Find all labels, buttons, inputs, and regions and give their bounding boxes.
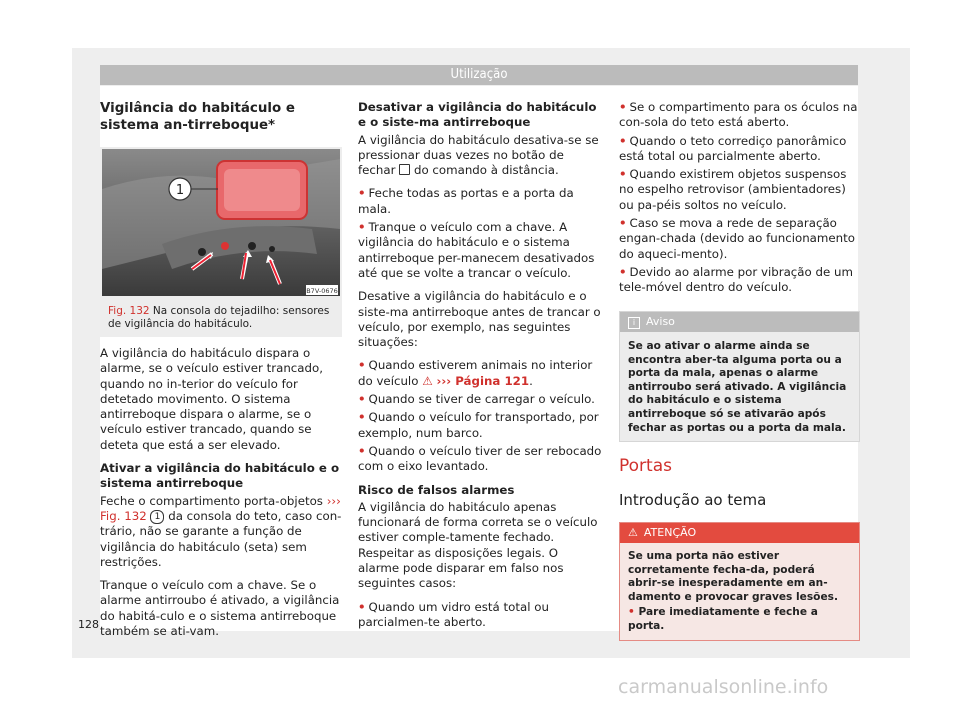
list-item: • Quando o teto corrediço panorâmico está total ou parcialmente aberto. [619, 133, 847, 163]
column-2 [358, 100, 602, 633]
figure-caption [108, 305, 338, 331]
page-number: 128 [78, 618, 99, 631]
list-item: • Quando existirem objetos suspensos no espelho retrovisor (ambientadores) ou pa-péis soltos no veículo. [619, 167, 847, 212]
note-box [619, 311, 860, 442]
figure-132 [100, 147, 342, 337]
warning-box [619, 522, 860, 641]
list-item: • Se o compartimento para os óculos na con-sola do teto está aberto. [619, 100, 858, 130]
warning-icon: ⚠ [422, 373, 433, 388]
subheading: Risco de falsos alarmes [358, 482, 515, 497]
subheading: Desativar a vigilância do habitáculo e o siste-ma antirreboque [358, 100, 597, 130]
warning-text: Se uma porta não estiver corretamente fecha-da, poderá abrir-se inesperadamente em an-damento e provocar graves lesões. • Pare imediatamente e feche a porta. [628, 550, 838, 632]
callout-badge: 1 [150, 510, 164, 524]
section-title: Vigilância do habitáculo e sistema an-tirreboque* [100, 101, 295, 133]
list-item: • Quando se tiver de carregar o veículo. [358, 392, 595, 407]
figure-link[interactable]: ››› Fig. 132 [100, 493, 341, 523]
paragraph [358, 133, 602, 179]
watermark: carmanualsonline.info [618, 676, 829, 698]
paragraph: Desative a vigilância do habitáculo e o siste-ma antirreboque antes de trancar o veículo, por exemplo, nas seguintes situações: [358, 289, 601, 350]
paragraph: Tranque o veículo com a chave. Se o alarme antirroubo é ativado, a vigilância do habitá-culo e o sistema antirreboque também se ati-vam. [100, 578, 340, 639]
subheading: Ativar a vigilância do habitáculo e o sistema antirreboque [100, 461, 340, 491]
figure-caption-number: Fig. 132 [108, 305, 150, 317]
note-text: Se ao ativar o alarme ainda se encontra aber-ta alguma porta ou a porta da mala, apenas o alarme antirroubo será ativado. A vigilância do habitáculo e o sistema antirreboque só se ativarão após fechar as portas ou a porta da mala. [628, 340, 847, 434]
paragraph-text: da consola do teto, caso con-trário, não se garante a função de vigilância do habitáculo (seta) sem restrições. [100, 508, 342, 569]
column-3 [619, 100, 858, 299]
list-item: • Quando o veículo for transportado, por exemplo, num barco. [358, 410, 599, 440]
page-content [100, 86, 858, 639]
paragraph [100, 494, 342, 570]
column-1-body [100, 346, 342, 647]
paragraph-text: Feche o compartimento porta-objetos [100, 493, 323, 508]
list-item: • Caso se mova a rede de separação engan-chada (devido ao funcionamento do aqueci-mento). [619, 216, 855, 261]
paragraph: A vigilância do habitáculo dispara o alarme, se o veículo estiver trancado, quando no in-terior do veículo for detetado movimento. O sistema antirreboque dispara o alarme, se o veículo estiver trancado, quando se deteta que está a ser elevado. [100, 346, 323, 452]
list-item: • Quando o veículo tiver de ser rebocado com o eixo levantado. [358, 443, 602, 474]
warning-icon: ⚠ [628, 526, 638, 539]
page-link[interactable]: ››› Página 121 [436, 373, 530, 388]
roof-console-image [102, 149, 340, 296]
list-item: • Feche todas as portas e a porta da mala. [358, 186, 574, 216]
column-1 [100, 86, 342, 134]
chapter-title-col3: Portas [619, 456, 672, 476]
list-item: • Tranque o veículo com a chave. A vigilância do habitáculo e o sistema antirreboque per-manecem desativados até que se volte a trancar o veículo. [358, 220, 595, 280]
list-item: • Quando um vidro está total ou parcialmen-te aberto. [358, 599, 549, 629]
info-icon: i [628, 317, 640, 329]
list-item: • Quando estiverem animais no interior do veículo ⚠ ››› Página 121. [358, 358, 593, 388]
figure-callout: 1 [175, 183, 185, 198]
page-header: Utilização [100, 65, 858, 85]
figure-caption-text: Na consola do tejadilho: sensores de vigilância do habitáculo. [108, 305, 330, 330]
paragraph-text: do comando à distância. [413, 163, 559, 178]
paragraph: A vigilância do habitáculo apenas funcionará de forma correta se o veículo estiver comple-tamente fechado. Respeitar as disposições legais. O alarme pode disparar em falso nos seguintes casos: [358, 499, 598, 591]
roof-console-illustration [102, 149, 340, 296]
subchapter-title: Introdução ao tema [619, 491, 767, 509]
paragraph-text: A vigilância do habitáculo desativa-se se pressionar duas vezes no botão de fechar [358, 132, 599, 178]
lock-icon [399, 164, 410, 175]
list-item: • Devido ao alarme por vibração de um tele-móvel dentro do veículo. [619, 264, 853, 295]
note-header: i Aviso [620, 312, 859, 332]
figure-code: B7V-0676 [306, 287, 338, 295]
warning-header: ⚠ ATENÇÃO [620, 523, 859, 543]
